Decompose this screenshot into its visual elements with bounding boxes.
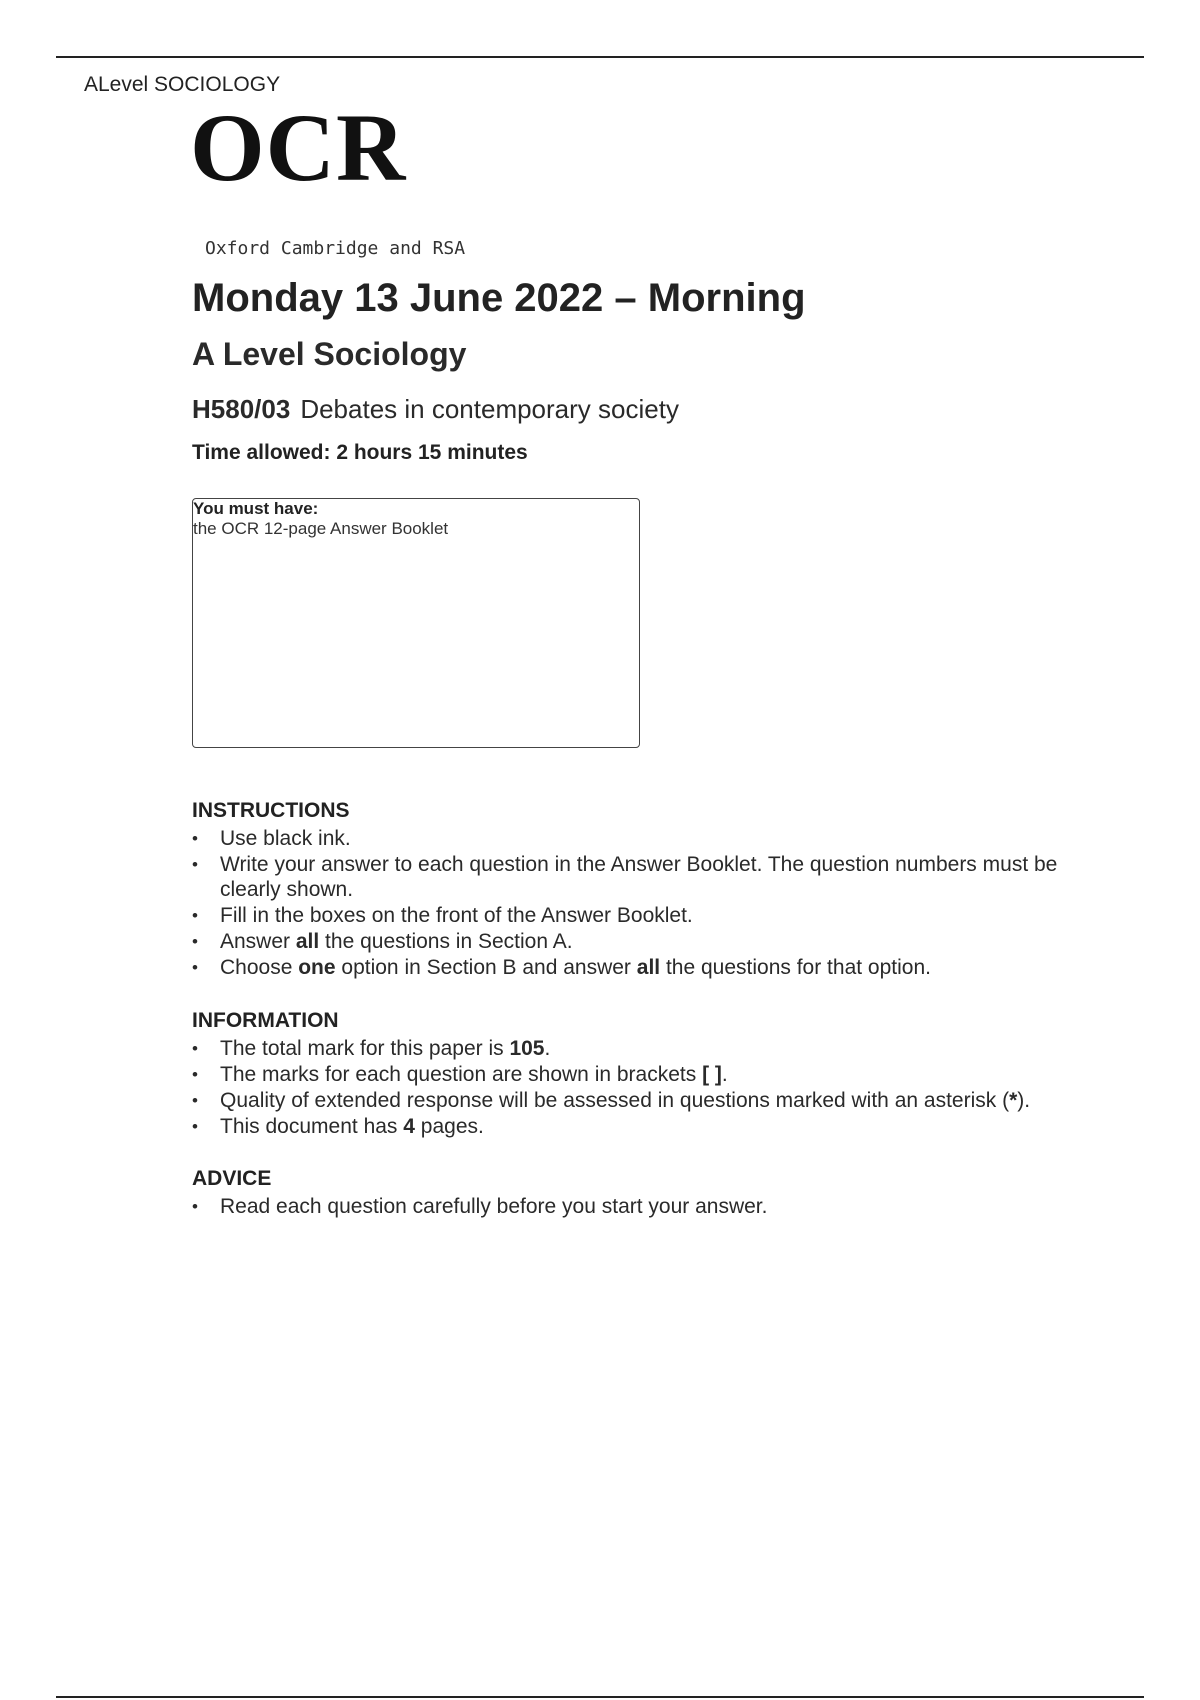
emphasis-text: all — [295, 930, 320, 953]
item-text: ). — [1017, 1089, 1031, 1112]
item-text: pages. — [414, 1115, 484, 1138]
emphasis-text: 4 — [403, 1115, 415, 1138]
list-item — [192, 826, 1112, 851]
ocr-logo: OCR — [190, 94, 407, 201]
paper-title: Debates in contemporary society — [300, 394, 679, 424]
item-text: the questions for that option. — [660, 956, 931, 979]
instructions-heading: INSTRUCTIONS — [192, 799, 350, 822]
list-item — [192, 955, 1112, 980]
advice-heading: ADVICE — [192, 1167, 272, 1190]
list-item — [192, 903, 1112, 928]
item-text: . — [721, 1063, 728, 1086]
exam-date: Monday 13 June 2022 – Morning — [192, 276, 806, 320]
emphasis-text: one — [298, 956, 336, 979]
item-text: The total mark for this paper is — [220, 1037, 510, 1060]
item-text: option in Section B and answer — [335, 956, 637, 979]
item-text: The marks for each question are shown in brackets — [220, 1063, 703, 1086]
emphasis-text: * — [1009, 1089, 1018, 1112]
must-have-item: the OCR 12-page Answer Booklet — [193, 519, 449, 538]
top-rule — [56, 56, 1144, 58]
item-text: Fill in the boxes on the front of the Answer Booklet. — [220, 904, 693, 927]
logo-subtitle: Oxford Cambridge and RSA — [205, 238, 466, 259]
item-text: This document has — [220, 1115, 404, 1138]
time-allowed: Time allowed: 2 hours 15 minutes — [192, 441, 528, 464]
paper-line — [192, 394, 679, 425]
item-text: . — [544, 1037, 551, 1060]
item-text: Choose — [220, 956, 299, 979]
bottom-rule — [56, 1696, 1144, 1698]
must-have-title: You must have: — [193, 499, 319, 518]
item-text: Read each question carefully before you start your answer. — [220, 1195, 768, 1218]
item-text: Quality of extended response will be assessed in questions marked with an asterisk ( — [220, 1089, 1010, 1112]
list-item — [192, 852, 1112, 902]
advice-list — [192, 1194, 1112, 1219]
information-section — [192, 1008, 1112, 1140]
advice-section — [192, 1166, 1112, 1220]
emphasis-text: 105 — [509, 1037, 545, 1060]
header-label: ALevel SOCIOLOGY — [84, 73, 281, 96]
list-item — [192, 1036, 1112, 1061]
instructions-section — [192, 798, 1112, 981]
list-item — [192, 929, 1112, 954]
item-text: Write your answer to each question in the Answer Booklet. The question numbers must be clearly shown. — [220, 853, 1058, 901]
list-item — [192, 1114, 1112, 1139]
item-text: Use black ink. — [220, 827, 351, 850]
exam-subject: A Level Sociology — [192, 336, 467, 372]
list-item — [192, 1062, 1112, 1087]
emphasis-text: all — [636, 956, 661, 979]
item-text: Answer — [220, 930, 296, 953]
information-list — [192, 1036, 1112, 1139]
paper-code: H580/03 — [192, 394, 291, 424]
list-item — [192, 1088, 1112, 1113]
information-heading: INFORMATION — [192, 1009, 339, 1032]
item-text: the questions in Section A. — [319, 930, 573, 953]
list-item — [192, 1194, 1112, 1219]
must-have-box — [192, 498, 640, 748]
emphasis-text: [ ] — [702, 1063, 722, 1086]
instructions-list — [192, 826, 1112, 980]
